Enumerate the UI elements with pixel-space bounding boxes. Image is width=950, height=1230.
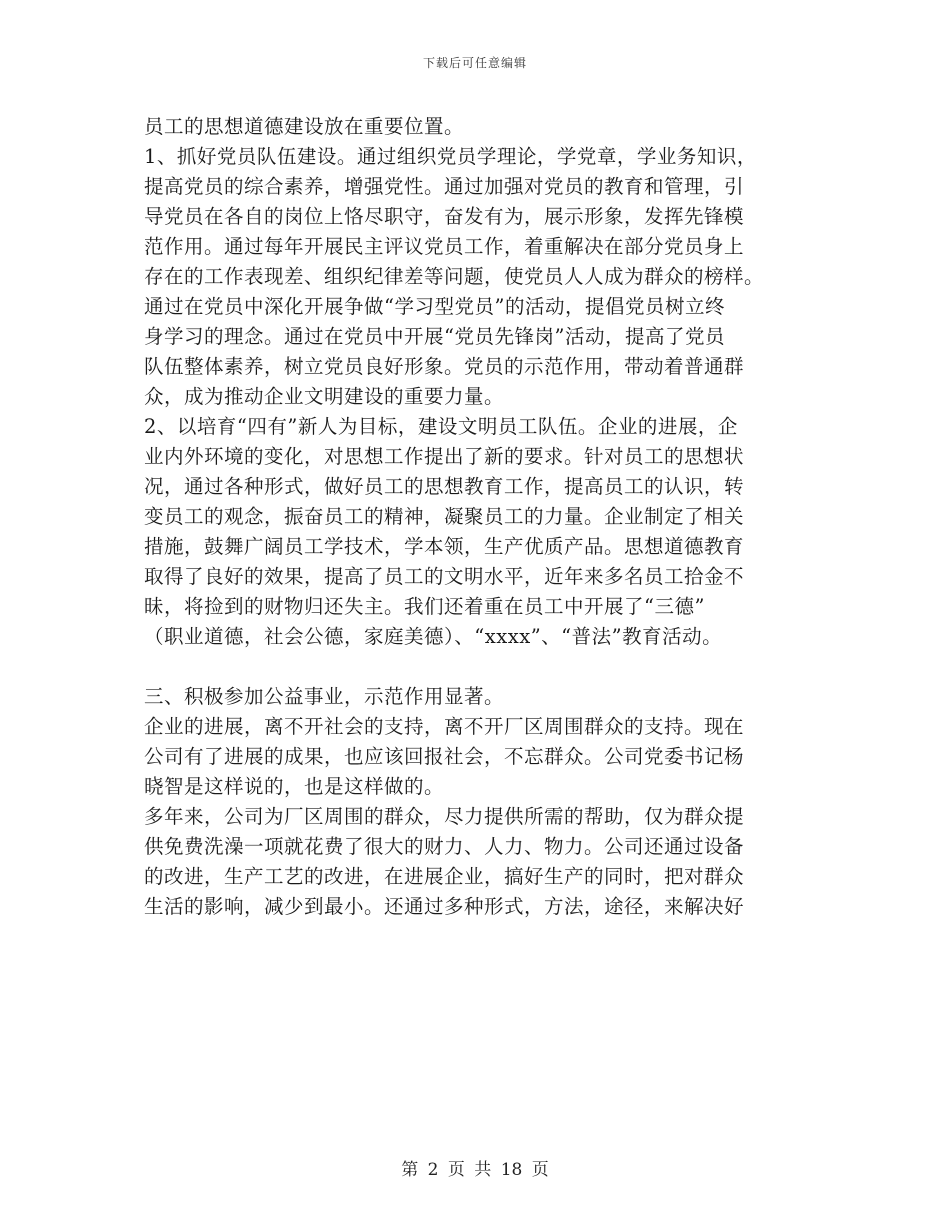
text-line: 范作用。通过每年开展民主评议党员工作，着重解决在部分党员身上 [144, 235, 745, 258]
text-line: （职业道德，社会公德，家庭美德）、“xxxx”、“普法”教育活动。 [144, 625, 723, 648]
text-line: 况，通过各种形式，做好员工的思想教育工作，提高员工的认识，转 [144, 475, 745, 498]
text-line: 生活的影响，减少到最小。还通过多种形式，方法，途径，来解决好 [144, 895, 745, 918]
text-line: 提高党员的综合素养，增强党性。通过加强对党员的教育和管理，引 [144, 175, 745, 198]
text-line: 存在的工作表现差、组织纪律差等问题，使党员人人成为群众的榜样。 [144, 265, 765, 288]
blank-line [144, 652, 824, 682]
text-line: 多年来，公司为厂区周围的群众，尽力提供所需的帮助，仅为群众提 [144, 805, 745, 828]
text-line: 通过在党员中深化开展争做“学习型党员”的活动，提倡党员树立终 [144, 295, 725, 318]
text-line: 队伍整体素养，树立党员良好形象。党员的示范作用，带动着普通群 [144, 355, 745, 378]
document-body [144, 112, 824, 922]
text-line: 措施，鼓舞广阔员工学技术，学本领，生产优质产品。思想道德教育 [144, 535, 745, 558]
text-line: 晓智是这样说的，也是这样做的。 [144, 775, 445, 798]
text-line: 业内外环境的变化，对思想工作提出了新的要求。针对员工的思想状 [144, 445, 745, 468]
text-line: 取得了良好的效果，提高了员工的文明水平，近年来多名员工拾金不 [144, 565, 745, 588]
text-line: 供免费洗澡一项就花费了很大的财力、人力、物力。公司还通过设备 [144, 835, 745, 858]
text-line: 员工的思想道德建设放在重要位置。 [144, 115, 465, 138]
text-line: 的改进，生产工艺的改进，在进展企业，搞好生产的同时，把对群众 [144, 865, 745, 888]
page-header: 下载后可任意编辑 [422, 56, 527, 70]
text-line: 昧，将捡到的财物归还失主。我们还着重在员工中开展了“三德” [144, 595, 705, 618]
text-line: 企业的进展，离不开社会的支持，离不开厂区周围群众的支持。现在 [144, 715, 745, 738]
text-line: 公司有了进展的成果，也应该回报社会，不忘群众。公司党委书记杨 [144, 745, 745, 768]
text-line: 导党员在各自的岗位上恪尽职守，奋发有为，展示形象，发挥先锋模 [144, 205, 745, 228]
text-line: 2、以培育“四有”新人为目标，建设文明员工队伍。企业的进展，企 [144, 415, 738, 438]
page-footer: 第 2 页 共 18 页 [401, 1160, 549, 1180]
section-heading: 三、积极参加公益事业，示范作用显著。 [144, 685, 505, 708]
text-line: 众，成为推动企业文明建设的重要力量。 [144, 385, 505, 408]
text-line: 变员工的观念，振奋员工的精神，凝聚员工的力量。企业制定了相关 [144, 505, 745, 528]
text-line: 1、抓好党员队伍建设。通过组织党员学理论，学党章，学业务知识， [144, 145, 757, 168]
text-line: 身学习的理念。通过在党员中开展“党员先锋岗”活动，提高了党员 [144, 325, 725, 348]
